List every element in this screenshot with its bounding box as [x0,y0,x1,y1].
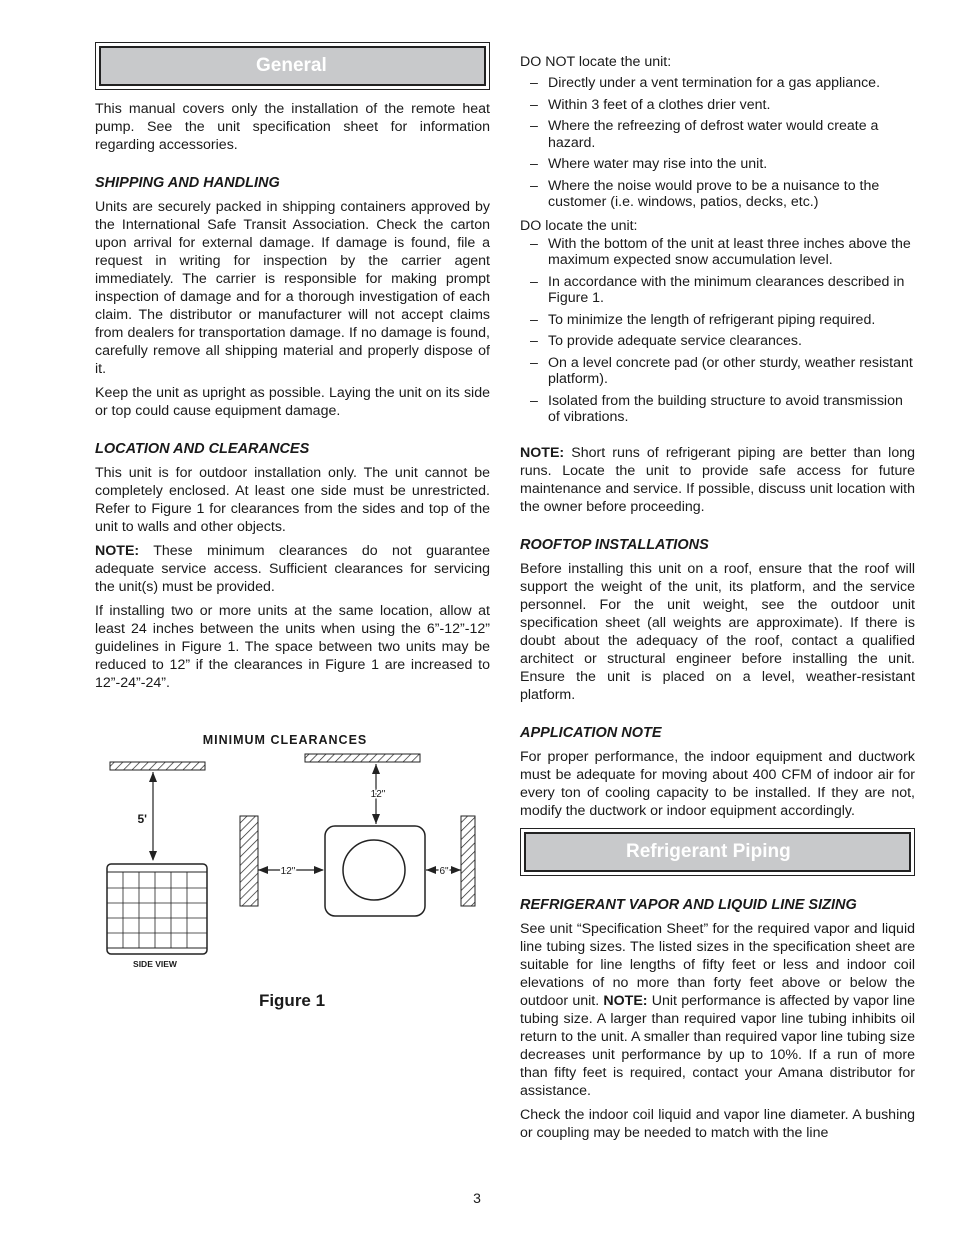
figure-caption: Figure 1 [258,991,326,1010]
plan-left-label: 12" [280,866,296,877]
location-heading: LOCATION AND CLEARANCES [95,441,310,457]
figure-title: MINIMUM CLEARANCES [202,733,368,747]
side-view-unit [107,864,207,954]
list-item: – Directly under a vent termination for a gas appliance. [520,75,915,92]
application-text: For proper performance, the indoor equipment and ductwork must be adequate for moving about 400 CFM of indoor air for every ton of cooling capacity to be installed. If they are not, modify the ductwork or indoor equipment accordingly. [520,748,915,819]
arrow-up [149,772,157,782]
plan-view-left-wall [240,816,258,906]
location-note [95,542,490,596]
list-item: – Within 3 feet of a clothes drier vent. [520,97,915,114]
list-item: – Where the refreezing of defrost water would create a hazard. [520,118,915,151]
shipping-paragraph-2: Keep the unit as upright as possible. Laying the unit on its side or top could cause equipment damage. [95,385,490,419]
list-item: – Where water may rise into the unit. [520,156,915,173]
rooftop-text: Before installing this unit on a roof, ensure that the roof will support the weight of the unit, its platform, and the service personnel. For the unit weight, see the outdoor unit specification sheet (all weights are approximate). If there is doubt about the adequacy of the roof, contact a qualified architect or structural engineer before installing the unit. Ensure the unit is placed on a level, weather-resistant platform. [520,560,915,703]
donot-lead: DO NOT locate the unit: [520,54,672,70]
sizing-paragraph-1 [520,920,915,1100]
figure-1 [95,730,490,1050]
location-paragraph-1: This unit is for outdoor installation only. The unit cannot be completely enclosed. At least one side must be unrestricted. Refer to Figure 1 for clearances from the sides and top of the unit to walls and other objects. [95,465,490,535]
plan-right-label: 6" [439,866,449,877]
do-lead: DO locate the unit: [520,217,638,234]
refrigerant-heading: Refrigerant Piping [524,832,911,872]
plan-top-label: 12" [370,789,386,800]
location-paragraph-3: If installing two or more units at the same location, allow at least 24 inches between the units when using the 6”-12”-12” guidelines in Figure 1. The space between two units may be reduced to 12” if the clearances in Figure 1 are increased to 12”-24”-24”. [95,603,490,691]
general-text: This manual covers only the installation of the remote heat pump. See the unit specification sheet for information regarding accessories. [95,101,490,153]
do-list [520,236,915,426]
piping-note-label: NOTE: [520,444,565,461]
page-number: 3 [473,1190,481,1206]
list-item: – Where the noise would prove to be a nuisance to the customer (i.e. windows, patios, decks, etc.) [520,178,915,211]
application-heading: APPLICATION NOTE [520,724,662,741]
right-column [520,53,915,1148]
list-item: – In accordance with the minimum clearances described in Figure 1. [520,274,915,307]
shipping-paragraph-1: Units are securely packed in shipping containers approved by the International Safe Transit Association. Check the carton upon arrival for external damage. If damage is found, file a request in writing for inspection by the carrier agent immediately. The carrier is responsible for making prompt inspection of damage and for a thorough investigation of each claim. The distributor or manufacturer will not accept claims from dealers for transportation damage. If no damage is found, carefully remove all shipping material and properly dispose of it. [95,199,490,377]
list-item: – On a level concrete pad (or other sturdy, weather resistant platform). [520,355,915,388]
sizing-heading: REFRIGERANT VAPOR AND LIQUID LINE SIZING [520,896,857,913]
side-view-label: SIDE VIEW [133,959,177,969]
list-item: – To minimize the length of refrigerant piping required. [520,312,915,329]
list-item: – Isolated from the building structure to avoid transmission of vibrations. [520,393,915,426]
general-heading: General [99,46,486,86]
rooftop-heading: ROOFTOP INSTALLATIONS [520,536,709,553]
plan-view-top-wall [305,754,420,762]
shipping-heading: SHIPPING AND HANDLING [95,175,280,191]
location-note-text: These minimum clearances do not guarantee adequate service access. Sufficient clearances for servicing the unit(s) must be provided. [95,543,490,595]
plan-view-fan [343,840,405,900]
list-item: – To provide adequate service clearances. [520,333,915,350]
donot-list [520,75,915,211]
arrow-down [149,851,157,861]
left-column [95,42,490,1050]
list-item: – With the bottom of the unit at least three inches above the maximum expected snow accumulation level. [520,236,915,269]
piping-note-text: Short runs of refrigerant piping are better than long runs. Locate the unit to provide safe access for future maintenance and service. If possible, discuss unit location with the owner before proceeding. [520,444,915,515]
refrigerant-section-header [520,828,915,876]
sizing-paragraph-2: Check the indoor coil liquid and vapor line diameter. A bushing or coupling may be needed to match with the line [520,1106,915,1141]
piping-note [520,444,915,516]
sizing-text-a: See unit “Specification Sheet” for the required vapor and liquid line tubing sizes. The listed sizes in the specification sheet are suitable for line lengths of fifty feet or less and indoor coil elevations of no more than forty feet above or below the outdoor unit. [520,920,915,1009]
sizing-text-b: Unit performance is affected by vapor line tubing size. A larger than required vapor line tubing inhibits oil return to the unit. A smaller than required vapor line tubing size decreases unit performance by up to 10%. If a run of more than fifty feet is required, contact your Amana distributor for assistance. [520,992,915,1099]
top-clearance-label: 5' [137,812,147,826]
sizing-note-label: NOTE: [603,992,648,1009]
general-section-header [95,42,490,90]
location-note-label: NOTE: [95,543,140,559]
clearance-diagram [95,730,490,1050]
side-view-overhead [110,762,205,770]
plan-view-right-wall [461,816,475,906]
